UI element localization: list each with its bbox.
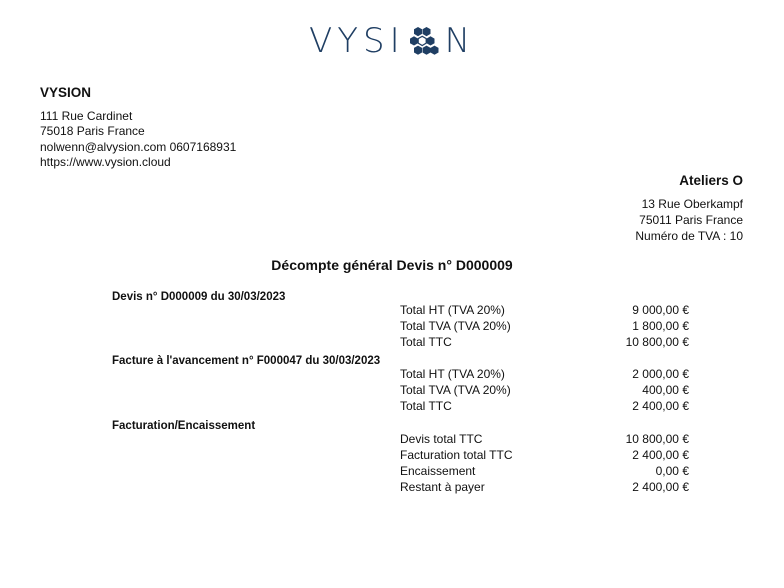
logo-text-right: N: [444, 21, 476, 61]
section-rows-billing: [400, 431, 689, 495]
row-value: 400,00 €: [642, 383, 689, 397]
row-value: 2 000,00 €: [632, 367, 689, 381]
row-label: Total TVA (TVA 20%): [400, 319, 511, 333]
table-row: [400, 302, 689, 318]
table-row: [400, 334, 689, 350]
row-value: 0,00 €: [655, 464, 689, 478]
sender-name: VYSION: [40, 85, 92, 100]
sender-street: 111 Rue Cardinet: [40, 108, 133, 123]
sender-address-block: [40, 85, 236, 171]
table-row: [400, 431, 689, 447]
row-value: 2 400,00 €: [632, 480, 689, 494]
row-label: Total HT (TVA 20%): [400, 303, 505, 317]
table-row: [400, 382, 689, 398]
row-value: 10 800,00 €: [625, 432, 689, 446]
row-label: Encaissement: [400, 464, 476, 478]
row-label: Total TVA (TVA 20%): [400, 383, 511, 397]
section-title-quote: Devis n° D000009 du 30/03/2023: [112, 291, 286, 303]
document-title: Décompte général Devis n° D000009: [271, 257, 513, 273]
logo-text-left: VYSI: [308, 21, 405, 61]
sender-contact: nolwenn@alvysion.com 0607168931: [40, 139, 237, 154]
row-value: 9 000,00 €: [632, 303, 689, 317]
sender-city: 75018 Paris France: [40, 124, 145, 138]
table-row: [400, 398, 689, 414]
section-rows-invoice: [400, 366, 689, 414]
table-row: [400, 447, 689, 463]
row-label: Facturation total TTC: [400, 448, 513, 462]
row-label: Restant à payer: [400, 480, 485, 494]
row-value: 1 800,00 €: [632, 319, 689, 333]
section-rows-quote: [400, 302, 689, 350]
row-value: 2 400,00 €: [632, 448, 689, 462]
row-value: 10 800,00 €: [625, 335, 689, 349]
sender-website: https://www.vysion.cloud: [40, 155, 171, 169]
row-label: Total TTC: [400, 399, 452, 413]
section-title-invoice: Facture à l'avancement n° F000047 du 30/03/2023: [112, 355, 381, 367]
row-label: Total HT (TVA 20%): [400, 367, 505, 381]
row-label: Devis total TTC: [400, 432, 483, 446]
client-vat: Numéro de TVA : 10: [635, 229, 743, 243]
section-title-billing: Facturation/Encaissement: [112, 420, 256, 432]
row-value: 2 400,00 €: [632, 399, 689, 413]
company-logo: [0, 21, 784, 61]
row-label: Total TTC: [400, 335, 452, 349]
client-street: 13 Rue Oberkampf: [641, 197, 743, 211]
table-row: [400, 479, 689, 495]
hexagon-cluster-icon: [407, 24, 441, 58]
client-city: 75011 Paris France: [639, 213, 743, 227]
table-row: [400, 318, 689, 334]
client-address-block: [635, 173, 743, 244]
table-row: [400, 366, 689, 382]
table-row: [400, 463, 689, 479]
client-name: Ateliers O: [679, 173, 743, 188]
